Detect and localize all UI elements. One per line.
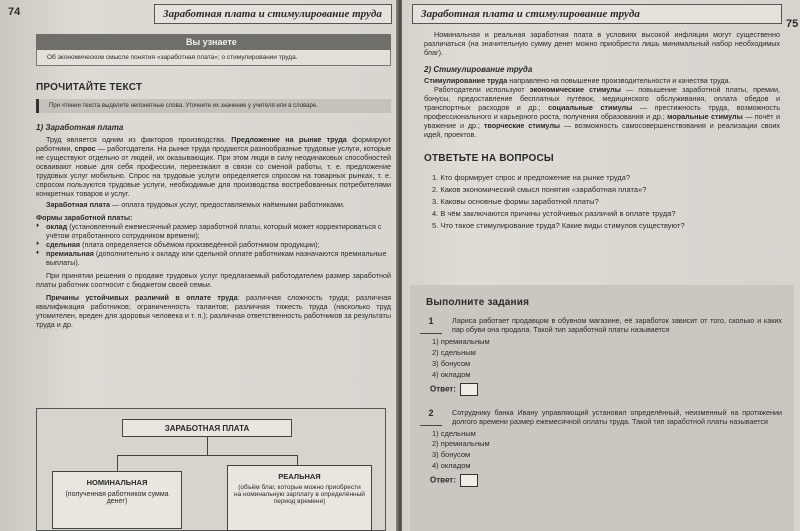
tasks-block	[410, 285, 794, 531]
option-item[interactable]: 2) сдельным	[432, 347, 476, 357]
read-heading: ПРОЧИТАЙТЕ ТЕКСТ	[36, 82, 143, 93]
task-number: 1	[420, 316, 442, 334]
option-item[interactable]: 1) премиальным	[432, 337, 490, 346]
task-text: Сотруднику банка Ивану управляющий установил определённый, неизменный на протяжении долгого времени размер ежемесячной оплаты труда. Такой тип заработной платы называется	[452, 407, 782, 426]
question-item: 1. Кто формирует спрос и предложение на рынке труда?	[432, 173, 631, 182]
form-item: ♦ премиальная (дополнительно к окладу или сдельной оплате работникам назначаются премиальные выплаты).	[36, 249, 391, 267]
right-paragraph-1: Номинальная и реальная заработная плата в условиях высокой инфляции могут существенно различаться (на значительную сумму денег можно приобрести лишь минимальный набор необходимых благ).	[424, 30, 780, 57]
answer-row	[420, 383, 782, 396]
answer-box[interactable]	[460, 474, 478, 487]
answer-row	[420, 474, 782, 487]
question-item: 4. В чём заключаются причины устойчивых различий в оплате труда?	[432, 209, 676, 218]
option-item[interactable]: 4) окладом	[432, 369, 471, 379]
section1-title: 1) Заработная плата	[36, 123, 124, 132]
paragraph-4: Причины устойчивых различий в оплате труда: различная сложность труда; различная квалификация работников; ограниченность талантов; различная тяжесть труда (насколько труд утомителен, вреден для здоровья человека и т. п.); различная ответственность работников за результаты труда и др.	[36, 293, 391, 329]
form-item: ♦ сдельная (плата определяется объёмом произведённой работником продукции);	[36, 240, 391, 249]
task-number: 2	[420, 408, 442, 426]
paragraph-1: Труд является одним из факторов производства. Предложение на рынке труда формируют работники, спрос — работодатели. На рынке труда продаются разнообразные трудовые услуги, которые не существуют отдельно от людей, их оказывающих. При этом люди в силу неодинаковых способностей осваивают новые для себя профессии, переезжают в связи со сменой работы, т. е. предложение трудовых услуг мобильно. Спрос на трудовые услуги определяется спросом на товарных рынках, т. е. спросом пользуются трудовые услуги, необходимые для производства востребованных потребителями конкретных товаров и услуг.	[36, 135, 391, 198]
right-paragraph-3: Работодатели используют экономические стимулы — повышение заработной платы, премии, бонусы, предоставление бесплатных путёвок, медицинского обслуживания, оплата обедов и транспортных расходов и др.; социальные стимулы — престижность труда, возможность профессионального и карьерного роста, получения образования и др.; моральные стимулы — почёт и уважение и др.; творческие стимулы — возможность самосовершенствования и реализации своих идей, проектов.	[424, 85, 781, 139]
questions-list	[424, 172, 780, 232]
task-1	[410, 308, 794, 396]
left-page	[0, 0, 398, 531]
paragraph-2: Заработная плата — оплата трудовых услуг, предоставляемых наёмными работниками.	[46, 200, 345, 209]
task-text: Лариса работает продавцом в обувном магазине, её заработок зависит от того, сколько и каких пар обуви она продала. Такой тип заработной платы называется	[452, 316, 782, 334]
right-header-title: Заработная плата и стимулирование труда	[412, 4, 782, 24]
section2-title: 2) Стимулирование труда	[424, 65, 533, 74]
page-number-left: 74	[8, 6, 21, 18]
questions-heading: ОТВЕТЬТЕ НА ВОПРОСЫ	[424, 153, 554, 164]
option-item[interactable]: 4) окладом	[432, 461, 471, 471]
learn-heading: Вы узнаете	[36, 34, 391, 50]
option-item[interactable]: 3) бонусом	[432, 358, 471, 368]
question-item: 5. Что такое стимулирование труда? Какие виды стимулов существуют?	[432, 221, 685, 230]
learn-text: Об экономическом смысле понятия «заработная плата»; о стимулировании труда.	[36, 50, 391, 66]
read-section	[36, 82, 391, 329]
answer-label: Ответ:	[430, 475, 456, 485]
right-text	[424, 30, 780, 232]
scheme-top: ЗАРАБОТНАЯ ПЛАТА	[122, 419, 292, 437]
page-number-right: 75	[786, 18, 799, 30]
scheme-real: РЕАЛЬНАЯ (объём благ, которые можно приобрести на номинальную зарплату в определённый период времени)	[227, 465, 372, 531]
tasks-heading: Выполните задания	[426, 297, 530, 308]
answer-label: Ответ:	[430, 384, 456, 394]
question-item: 3. Каковы основные формы заработной платы?	[432, 197, 599, 206]
option-item[interactable]: 2) премиальным	[432, 439, 490, 449]
right-page	[402, 0, 800, 531]
option-item[interactable]: 3) бонусом	[432, 450, 471, 460]
right-paragraph-2: Стимулирование труда направлено на повышение производительности и качества труда.	[424, 76, 731, 85]
left-header-title: Заработная плата и стимулирование труда	[154, 4, 392, 24]
form-item: ♦ оклад (установленный ежемесячный размер заработной платы, который может корректироваться с учётом отработанного сотрудником времени);	[36, 222, 391, 240]
wage-scheme	[36, 408, 386, 531]
paragraph-3: При принятии решения о продаже трудовых услуг предлагаемый работодателем размер заработной платы работник соотносит с бюджетом своей семьи.	[36, 271, 391, 289]
learn-block	[36, 34, 391, 66]
scheme-nominal: НОМИНАЛЬНАЯ (полученная работником сумма денег)	[52, 471, 182, 529]
forms-title: Формы заработной платы:	[36, 213, 133, 222]
question-item: 2. Каков экономический смысл понятия «заработная плата»?	[432, 185, 647, 194]
task-2	[410, 396, 794, 488]
option-item[interactable]: 1) сдельным	[432, 428, 476, 438]
answer-box[interactable]	[460, 383, 478, 396]
read-note: При чтении текста выделите непонятные слова. Уточните их значение у учителя или в словаре.	[36, 99, 391, 113]
